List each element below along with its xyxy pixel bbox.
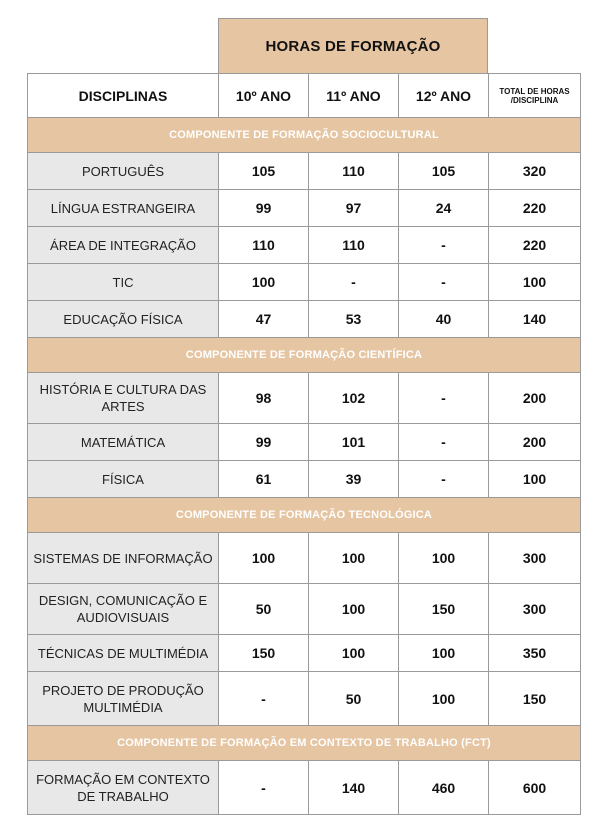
hours-11: 53 — [309, 301, 399, 338]
hours-10: 50 — [219, 584, 309, 635]
section-title-sociocultural: COMPONENTE DE FORMAÇÃO SOCIOCULTURAL — [28, 118, 581, 153]
table-row — [28, 424, 581, 461]
hours-12: - — [399, 424, 489, 461]
table-row — [28, 190, 581, 227]
discipline-name: LÍNGUA ESTRANGEIRA — [28, 190, 219, 227]
hours-11: 97 — [309, 190, 399, 227]
hours-total: 200 — [489, 373, 581, 424]
hours-total: 200 — [489, 424, 581, 461]
hours-total: 600 — [489, 761, 581, 815]
table-row — [28, 301, 581, 338]
hours-total: 100 — [489, 461, 581, 498]
hours-12: 460 — [399, 761, 489, 815]
discipline-name: ÁREA DE INTEGRAÇÃO — [28, 227, 219, 264]
table-row — [28, 373, 581, 424]
table-row — [28, 672, 581, 726]
hours-10: - — [219, 672, 309, 726]
hours-12: - — [399, 227, 489, 264]
hours-10: 47 — [219, 301, 309, 338]
hours-10: 61 — [219, 461, 309, 498]
discipline-name: SISTEMAS DE INFORMAÇÃO — [28, 533, 219, 584]
hours-total: 350 — [489, 635, 581, 672]
hours-total: 220 — [489, 227, 581, 264]
table-row — [28, 635, 581, 672]
section-row — [28, 726, 581, 761]
hours-11: 100 — [309, 584, 399, 635]
hours-total: 100 — [489, 264, 581, 301]
disciplines-header: DISCIPLINAS — [28, 74, 219, 118]
discipline-name: TIC — [28, 264, 219, 301]
hours-12: - — [399, 264, 489, 301]
discipline-name: FORMAÇÃO EM CONTEXTO DE TRABALHO — [28, 761, 219, 815]
hours-total: 140 — [489, 301, 581, 338]
hours-10: 100 — [219, 264, 309, 301]
hours-10: 110 — [219, 227, 309, 264]
hours-10: 105 — [219, 153, 309, 190]
hours-total: 300 — [489, 584, 581, 635]
discipline-name: PORTUGUÊS — [28, 153, 219, 190]
hours-11: 101 — [309, 424, 399, 461]
hours-total: 320 — [489, 153, 581, 190]
training-hours-table — [27, 73, 581, 815]
hours-10: 99 — [219, 424, 309, 461]
table-row — [28, 227, 581, 264]
year-11-header: 11º ANO — [309, 74, 399, 118]
section-row — [28, 338, 581, 373]
hours-12: 150 — [399, 584, 489, 635]
table-row — [28, 461, 581, 498]
section-title-fct: COMPONENTE DE FORMAÇÃO EM CONTEXTO DE TRABALHO (FCT) — [28, 726, 581, 761]
hours-10: 99 — [219, 190, 309, 227]
discipline-name: FÍSICA — [28, 461, 219, 498]
hours-12: - — [399, 373, 489, 424]
discipline-name: HISTÓRIA E CULTURA DAS ARTES — [28, 373, 219, 424]
discipline-name: DESIGN, COMUNICAÇÃO E AUDIOVISUAIS — [28, 584, 219, 635]
year-12-header: 12º ANO — [399, 74, 489, 118]
hours-11: 50 — [309, 672, 399, 726]
table-header-row — [28, 74, 581, 118]
hours-12: 105 — [399, 153, 489, 190]
hours-total: 220 — [489, 190, 581, 227]
discipline-name: PROJETO DE PRODUÇÃO MULTIMÉDIA — [28, 672, 219, 726]
hours-11: 39 — [309, 461, 399, 498]
section-row — [28, 118, 581, 153]
section-title-cientifica: COMPONENTE DE FORMAÇÃO CIENTÍFICA — [28, 338, 581, 373]
discipline-name: MATEMÁTICA — [28, 424, 219, 461]
year-10-header: 10º ANO — [219, 74, 309, 118]
hours-10: 150 — [219, 635, 309, 672]
hours-12: 100 — [399, 635, 489, 672]
hours-11: 110 — [309, 153, 399, 190]
table-row — [28, 584, 581, 635]
hours-header: HORAS DE FORMAÇÃO — [218, 18, 488, 74]
hours-11: 100 — [309, 635, 399, 672]
hours-11: - — [309, 264, 399, 301]
table-row — [28, 264, 581, 301]
table-row — [28, 761, 581, 815]
hours-12: 100 — [399, 533, 489, 584]
section-title-tecnologica: COMPONENTE DE FORMAÇÃO TECNOLÓGICA — [28, 498, 581, 533]
hours-10: - — [219, 761, 309, 815]
hours-12: 40 — [399, 301, 489, 338]
hours-12: - — [399, 461, 489, 498]
section-row — [28, 498, 581, 533]
hours-11: 102 — [309, 373, 399, 424]
hours-11: 110 — [309, 227, 399, 264]
total-header: TOTAL DE HORAS /DISCIPLINA — [489, 74, 581, 118]
table-row — [28, 153, 581, 190]
hours-12: 100 — [399, 672, 489, 726]
table-row — [28, 533, 581, 584]
hours-total: 150 — [489, 672, 581, 726]
hours-10: 98 — [219, 373, 309, 424]
discipline-name: TÉCNICAS DE MULTIMÉDIA — [28, 635, 219, 672]
discipline-name: EDUCAÇÃO FÍSICA — [28, 301, 219, 338]
hours-11: 140 — [309, 761, 399, 815]
hours-11: 100 — [309, 533, 399, 584]
hours-total: 300 — [489, 533, 581, 584]
hours-12: 24 — [399, 190, 489, 227]
hours-10: 100 — [219, 533, 309, 584]
